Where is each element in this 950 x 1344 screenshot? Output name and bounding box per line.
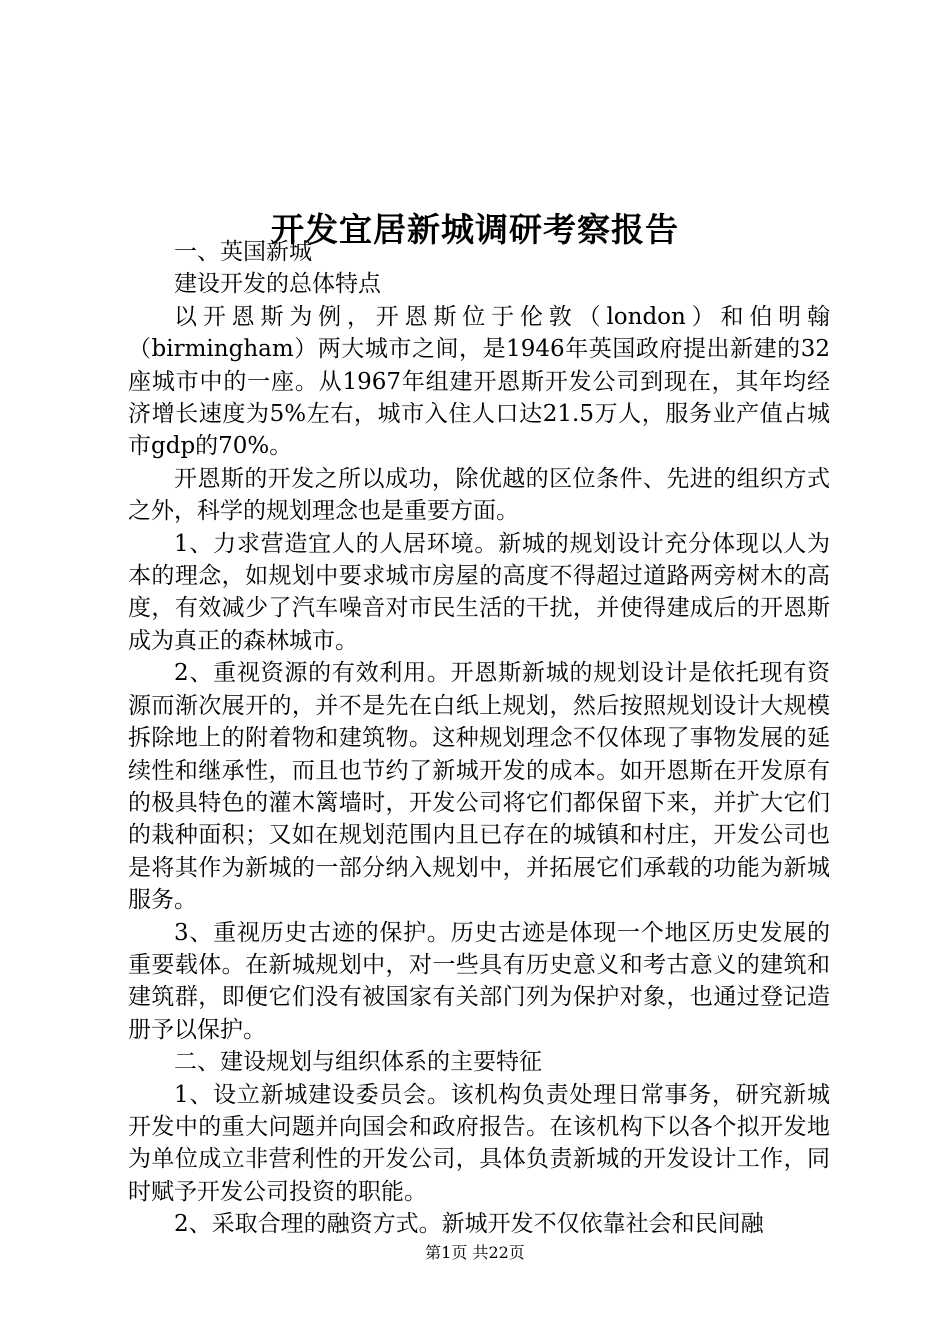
body-paragraph: 2、采取合理的融资方式。新城开发不仅依靠社会和民间融 <box>174 1211 764 1238</box>
body-paragraph: 开恩斯的开发之所以成功，除优越的区位条件、先进的组织方式之外，科学的规划理念也是重要方面。 <box>128 465 830 525</box>
page-number-footer: 第1页 共22页 <box>425 1243 525 1262</box>
body-paragraph: 3、重视历史古迹的保护。历史古迹是体现一个地区历史发展的重要载体。在新城规划中，对一些具有历史意义和考古意义的建筑和建筑群，即便它们没有被国家有关部门列为保护对象，也通过登记造册予以保护。 <box>128 919 830 1043</box>
document-title: 开发宜居新城调研考察报告 <box>271 210 679 250</box>
subsection-heading: 建设开发的总体特点 <box>174 271 381 298</box>
body-paragraph: 1、设立新城建设委员会。该机构负责处理日常事务，研究新城开发中的重大问题并向国会和政府报告。在该机构下以各个拟开发地为单位成立非营利性的开发公司，具体负责新城的开发设计工作，同时赋予开发公司投资的职能。 <box>128 1081 830 1205</box>
document-body <box>128 236 830 1241</box>
body-paragraph: 1、力求营造宜人的人居环境。新城的规划设计充分体现以人为本的理念，如规划中要求城市房屋的高度不得超过道路两旁树木的高度，有效减少了汽车噪音对市民生活的干扰，并使得建成后的开恩斯成为真正的森林城市。 <box>128 530 830 654</box>
section-heading: 二、建设规划与组织体系的主要特征 <box>174 1049 542 1076</box>
section-heading: 一、英国新城 <box>174 239 312 265</box>
body-paragraph: 以开恩斯为例，开恩斯位于伦敦（london）和伯明翰（birmingham）两大城市之间，是1946年英国政府提出新建的32座城市中的一座。从1967年组建开恩斯开发公司到现在，其年均经济增长速度为5%左右，城市入住人口达21.5万人，服务业产值占城市gdp的70%。 <box>128 303 830 460</box>
body-paragraph: 2、重视资源的有效利用。开恩斯新城的规划设计是依托现有资源而渐次展开的，并不是先在白纸上规划，然后按照规划设计大规模拆除地上的附着物和建筑物。这种规划理念不仅体现了事物发展的延续性和继承性，而且也节约了新城开发的成本。如开恩斯在开发原有的极具特色的灌木篱墙时，开发公司将它们都保留下来，并扩大它们的栽种面积；又如在规划范围内且已存在的城镇和村庄，开发公司也是将其作为新城的一部分纳入规划中，并拓展它们承载的功能为新城服务。 <box>128 660 830 914</box>
